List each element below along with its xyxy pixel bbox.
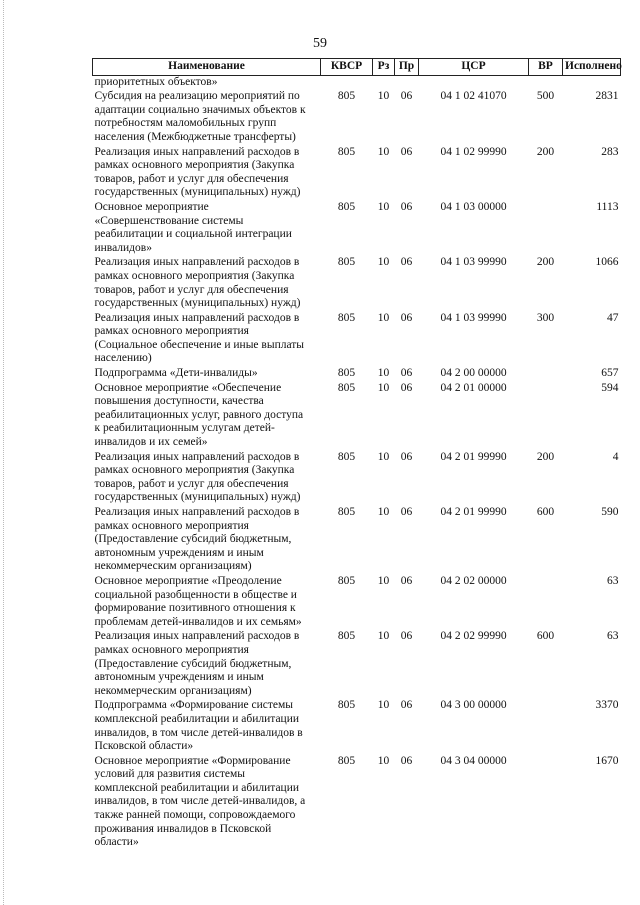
row-name: приоритетных объектов» <box>94 75 218 88</box>
row-rz: 10 <box>377 90 390 103</box>
row-pr: 06 <box>400 699 413 712</box>
row-pr: 06 <box>400 630 413 643</box>
row-kvsr: 805 <box>337 200 356 213</box>
row-name: Подпрограмма «Дети-инвалиды» <box>94 367 258 380</box>
row-done: 47 <box>607 311 619 324</box>
row-kvsr: 805 <box>337 699 356 712</box>
row-done: 1113 <box>596 200 619 213</box>
row-rz: 10 <box>377 699 390 712</box>
row-kvsr: 805 <box>337 506 356 518</box>
row-pr <box>395 75 419 90</box>
row-done: 2831 <box>595 90 619 103</box>
row-rz: 10 <box>377 145 390 158</box>
header-pr: Пр <box>395 59 419 76</box>
row-name: Основное мероприятие «Обеспечение повышения доступности, качества реабилитационных услуг, равного доступа к реабилитационным услугам детей- инвалидов и их семей» <box>94 381 304 449</box>
row-kvsr <box>321 75 373 90</box>
row-name: Основное мероприятие «Преодоление социальной разобщенности в обществе и формирование позитивного отношения к проблемам детей-инвалидов и их семьям» <box>94 574 302 628</box>
row-csr: 04 1 03 00000 <box>440 200 507 213</box>
row-rz: 10 <box>377 450 390 463</box>
table-body <box>93 75 621 851</box>
row-rz: 10 <box>377 367 390 380</box>
header-done: Исполнено <box>563 59 621 76</box>
row-csr: 04 1 03 99990 <box>440 256 507 269</box>
row-pr: 06 <box>400 574 413 587</box>
row-kvsr: 805 <box>337 574 356 587</box>
row-kvsr: 805 <box>337 145 356 158</box>
row-name: Реализация иных направлений расходов в рамках основного мероприятия (Закупка товаров, работ и услуг для обеспечения государственных (муниципальных) нужд) <box>94 256 301 310</box>
row-name: Субсидия на реализацию мероприятий по адаптации социально значимых объектов к потребностям маломобильных групп населения (Межбюджетные трансферты) <box>94 90 306 143</box>
row-kvsr: 805 <box>337 450 356 463</box>
row-kvsr: 805 <box>337 256 356 269</box>
row-kvsr: 805 <box>337 754 356 767</box>
table-row <box>93 75 621 90</box>
row-vr: 200 <box>536 256 555 269</box>
row-done: 594 <box>601 381 619 394</box>
row-done <box>563 75 621 90</box>
row-pr: 06 <box>400 200 413 213</box>
table-row <box>93 256 621 311</box>
table-row <box>93 367 621 382</box>
row-csr: 04 1 02 99990 <box>440 145 507 158</box>
row-name: Реализация иных направлений расходов в рамках основного мероприятия (Предоставление субсидий бюджетным, автономным учреждениям и иным некоммерческим организациям) <box>94 506 300 573</box>
table-row <box>93 201 621 256</box>
row-kvsr: 805 <box>337 367 356 380</box>
row-csr: 04 2 01 99990 <box>440 506 507 518</box>
row-csr: 04 2 00 00000 <box>440 367 507 380</box>
row-vr: 500 <box>536 90 555 103</box>
row-kvsr: 805 <box>337 90 356 103</box>
table-row <box>93 699 621 754</box>
table-row <box>93 451 621 506</box>
budget-table <box>92 58 621 851</box>
row-rz: 10 <box>377 506 390 518</box>
row-csr: 04 2 01 00000 <box>440 381 507 394</box>
row-kvsr: 805 <box>337 630 356 643</box>
row-pr: 06 <box>400 754 413 767</box>
header-name: Наименование <box>93 59 321 76</box>
row-pr: 06 <box>400 145 413 158</box>
table-row <box>93 575 621 630</box>
row-name: Основное мероприятие «Формирование условий для развития системы комплексной реабилитации и абилитации инвалидов, в том числе детей-инвалидов, а также ранней помощи, сопровождаемого проживания инвалидов в Псковской области» <box>94 754 306 849</box>
scan-edge-marks <box>3 0 6 905</box>
row-csr: 04 2 02 00000 <box>440 574 507 587</box>
row-rz: 10 <box>377 381 390 394</box>
row-pr: 06 <box>400 367 413 380</box>
row-done: 1066 <box>595 256 619 269</box>
row-rz: 10 <box>377 311 390 324</box>
table-row <box>93 755 621 851</box>
row-vr <box>529 575 563 630</box>
row-name: Реализация иных направлений расходов в рамках основного мероприятия (Социальное обеспечение и иные выплаты населению) <box>94 311 305 365</box>
row-pr: 06 <box>400 506 413 518</box>
table-row <box>93 90 621 145</box>
row-rz: 10 <box>377 574 390 587</box>
row-csr: 04 2 01 99990 <box>440 450 507 463</box>
row-pr: 06 <box>400 381 413 394</box>
row-rz <box>373 75 395 90</box>
table-row <box>93 382 621 451</box>
row-done: 63 <box>607 630 619 643</box>
row-pr: 06 <box>400 256 413 269</box>
row-csr: 04 3 04 00000 <box>440 754 507 767</box>
row-rz: 10 <box>377 630 390 643</box>
row-pr: 06 <box>400 450 413 463</box>
row-rz: 10 <box>377 754 390 767</box>
row-vr: 200 <box>536 450 555 463</box>
header-csr: ЦСР <box>419 59 529 76</box>
row-done: 657 <box>601 367 619 380</box>
row-csr <box>419 75 529 90</box>
row-rz: 10 <box>377 256 390 269</box>
row-done: 590 <box>601 506 619 518</box>
header-vr: ВР <box>529 59 563 76</box>
row-csr: 04 2 02 99990 <box>440 630 507 643</box>
table-row <box>93 312 621 367</box>
row-vr: 600 <box>536 630 555 643</box>
row-done: 283 <box>601 145 619 158</box>
table-row <box>93 506 621 575</box>
row-csr: 04 1 02 41070 <box>440 90 507 103</box>
row-vr <box>529 699 563 754</box>
row-done: 63 <box>607 574 619 587</box>
row-name: Основное мероприятие «Совершенствование системы реабилитации и социальной интеграции инвалидов» <box>94 200 292 254</box>
row-vr <box>529 367 563 382</box>
row-done: 4 <box>612 450 619 463</box>
header-kvsr: КВСР <box>321 59 373 76</box>
header-rz: Рз <box>373 59 395 76</box>
row-vr: 200 <box>536 145 555 158</box>
row-vr <box>529 201 563 256</box>
row-rz: 10 <box>377 200 390 213</box>
page-number: 59 <box>313 36 327 51</box>
row-vr <box>529 75 563 90</box>
row-name: Реализация иных направлений расходов в рамках основного мероприятия (Закупка товаров, работ и услуг для обеспечения государственных (муниципальных) нужд) <box>94 450 301 504</box>
table-header-row <box>93 59 621 76</box>
table-row <box>93 146 621 201</box>
row-name: Реализация иных направлений расходов в рамках основного мероприятия (Предоставление субсидий бюджетным, автономным учреждениям и иным некоммерческим организациям) <box>94 630 300 697</box>
row-done: 3370 <box>595 699 619 712</box>
row-pr: 06 <box>400 90 413 103</box>
row-vr: 600 <box>536 506 555 518</box>
table-row <box>93 630 621 699</box>
row-name: Подпрограмма «Формирование системы комплексной реабилитации и абилитации инвалидов, в том числе детей-инвалидов в Псковской области» <box>94 699 303 753</box>
row-vr <box>529 755 563 851</box>
row-kvsr: 805 <box>337 311 356 324</box>
row-vr <box>529 382 563 451</box>
row-vr: 300 <box>536 311 555 324</box>
row-csr: 04 3 00 00000 <box>440 699 507 712</box>
row-kvsr: 805 <box>337 381 356 394</box>
row-csr: 04 1 03 99990 <box>440 311 507 324</box>
row-pr: 06 <box>400 311 413 324</box>
row-name: Реализация иных направлений расходов в рамках основного мероприятия (Закупка товаров, работ и услуг для обеспечения государственных (муниципальных) нужд) <box>94 145 301 199</box>
row-done: 1670 <box>595 754 619 767</box>
